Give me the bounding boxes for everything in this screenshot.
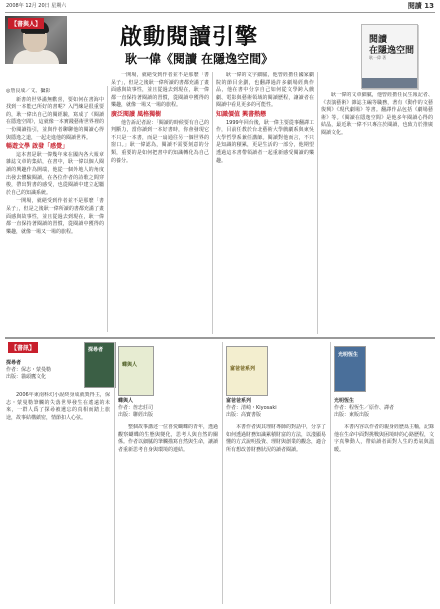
review-1-cover bbox=[84, 342, 116, 388]
section2-text: 他告訴記者說：「閱讀的時候要有自己的判斷力，當你讀到一本好書時，你會發現它不只是一本書，而是一扇通往另一個世界的窗口。」耿一偉認為，閱讀不需要刻意的分類，重要的是如何把書中的知識轉化為自己的養分。 bbox=[111, 119, 209, 164]
review-1-author: 作者：保志・蒙曼勒 bbox=[6, 367, 52, 373]
column2-text: 一開場，就絕受到作者並不是那麼「書呆子」，但是之後耿一偉所讀的書都充滿了畫面感與故事性，並且從過去到現在，耿一偉都一直保持著閱讀的習慣，從閱讀中獲得的樂趣，就像一場又一場的旅程。 bbox=[111, 72, 209, 109]
review-4-cover bbox=[334, 346, 366, 392]
book-title-line2: 在隱逸空間 bbox=[369, 46, 415, 56]
feature-column-3 bbox=[216, 72, 314, 334]
review-4-text bbox=[334, 424, 434, 604]
feature-column-4 bbox=[321, 92, 433, 334]
divider-3 bbox=[317, 72, 318, 334]
section-title: 閱讀 13 bbox=[407, 2, 434, 10]
section-heading-2: 廣泛閱讀 風格獨樹 bbox=[111, 110, 162, 118]
section5-text: 耿一偉的文章細膩，他曾經擔任民生報記者、《表演藝術》雜誌主編等職務，著有《動作的文藝復興》《現代劇場》等書。翻譯作品包括《劇場藝術》等。《閱讀在隱逸空間》是他多年閱讀心得的結晶，最近耿一偉不只專注於閱讀，也致力於推廣閱讀文化。 bbox=[321, 92, 433, 136]
review-2-publisher: 出版：聯經出版 bbox=[118, 412, 154, 418]
review-3-info bbox=[226, 398, 326, 419]
review-3-body: 本書作者與其理財導師的對話中，分享了如何透過財務知識累積財富的方法，以淺顯易懂的方式說明投資、理財與創業的觀念，適合所有想改善財務狀況的讀者閱讀。 bbox=[226, 424, 326, 453]
feature-subheadline: 耿一偉《閱讀 在隱逸空間》 bbox=[125, 52, 274, 66]
review-1-cover-title: 探尋者 bbox=[88, 347, 104, 353]
review-3-title: 富爸爸系列 bbox=[226, 398, 252, 404]
divider-2 bbox=[212, 72, 213, 334]
section-heading-1: 暢遊文學 啟發「感覺」 bbox=[6, 143, 69, 151]
review-4-publisher: 出版：東販出版 bbox=[334, 412, 370, 418]
feature-tag: 【書與人】 bbox=[8, 18, 44, 29]
review-1-text bbox=[6, 392, 110, 604]
book-author: 耿一偉 著 bbox=[369, 55, 387, 60]
feature-headline: 啟動閱讀引擎 bbox=[120, 24, 259, 50]
review-3-publisher: 出版：高寶書版 bbox=[226, 412, 262, 418]
section-heading-4: 知識價值 興書熱戀 bbox=[216, 110, 267, 118]
review-2-body: 整個故事講述一位喜愛蝴蝶的青年，透過觀察蝴蝶的生態與變化，思考人與自然的關係。作者以細膩的筆觸描寫自然與生命，讓讀者重新思考自身與環境的連結。 bbox=[118, 424, 218, 453]
intro-text: 新書的世界滿無歡喜，要如何在書海中找到一本能已所好的書呢？入門練是很重要的，耿一偉出自己的閱經驗，寫成了《閱讀在隱逸空間》，這就像一本實踐藝術世界裡的一份閱讀指引，並與作者聊聊他的閱讀心得與隱逸之道，一起走進他的閱讀世界。 bbox=[6, 96, 104, 141]
review-4-body: 本書內容以作者的親身經歷爲主軸，記錄他在生命中面對挑戰與困境時的心路歷程，文字真摯動人，帶給讀者面對人生的勇氣與溫暖。 bbox=[334, 424, 434, 453]
book-news-tag: 【書訊】 bbox=[8, 342, 38, 353]
review-1-body: 2006年東南科幻小說終身成就獎得主，保志・蒙曼勒筆觸的失落世界發生在遙遠的未來，一群人爲了探尋被遺忘的真相而踏上旅途，故事結構縝密，情節扣人心弦。 bbox=[6, 392, 110, 421]
cover-stripe bbox=[362, 78, 417, 88]
review-2-text bbox=[118, 424, 218, 604]
section4-text: 1999年回台後，耿一偉主要從事翻譯工作，目前任教於台北藝術大學戲劇系與東吳大學哲學系兼任講師。閱讀對他而言，不只是知識的積累，更是生活的一部分，他期望透過這本書帶領讀者一起重新感受閱讀的樂趣。 bbox=[216, 119, 314, 164]
review-4-info bbox=[334, 398, 434, 419]
review-3-cover bbox=[226, 346, 268, 396]
review-3-author: 作者：清崎・Kiyosaki bbox=[226, 405, 277, 411]
feature-column-2 bbox=[111, 72, 209, 334]
divider-5 bbox=[222, 342, 223, 604]
book-title-line1: 閱讀 bbox=[369, 35, 388, 45]
review-3-text bbox=[226, 424, 326, 604]
review-2-cover bbox=[118, 346, 154, 396]
review-4-cover-title: 光明恆生 bbox=[338, 352, 359, 358]
byline: ◎詹良成／文、攝影 bbox=[6, 88, 51, 94]
header-rule bbox=[5, 12, 435, 13]
divider-1 bbox=[107, 86, 108, 332]
review-3-cover-title: 富爸爸系列 bbox=[230, 366, 256, 372]
section1-more: 一開場，就絕受到作者並不是那麼「書呆子」，但是之後耿一偉所讀的書都充滿了畫面感與故事性，並且從過去到現在，耿一偉都一直保持著閱讀的習慣，從閱讀中獲得的樂趣，就像一場又一場的旅程。 bbox=[6, 198, 104, 235]
review-2-title: 蝶與人 bbox=[118, 398, 134, 404]
review-2-cover-title: 蝶與人 bbox=[122, 362, 138, 368]
lower-section-rule bbox=[5, 337, 435, 339]
review-1-info bbox=[6, 360, 82, 381]
review-1-title: 探尋者 bbox=[6, 360, 22, 366]
page-header bbox=[0, 0, 440, 12]
feature-book-cover bbox=[361, 24, 418, 89]
review-4-title: 光明恆生 bbox=[334, 398, 355, 404]
divider-6 bbox=[330, 342, 331, 604]
divider-4 bbox=[114, 342, 115, 604]
issue-date: 2008年 12月 20日 星期六 bbox=[6, 3, 67, 9]
feature-column-1 bbox=[6, 88, 104, 334]
review-1-publisher: 出版：貓頭鷹文化 bbox=[6, 374, 47, 380]
review-2-info bbox=[118, 398, 218, 419]
review-2-author: 作者：詹忠莊司 bbox=[118, 405, 154, 411]
section1-text: 這本書是耿一偉幾年來在國內各大報章雜誌文章的集結，在書中，耿一偉以個人閱讀的興趣作為開端，他從一個外地人的角度出發去體驗閱讀，在各位作者的詩歌之間穿梭，帶出對書的感受，也從閱讀中建立起屬於自己的知識系統。 bbox=[6, 151, 104, 196]
section3-text: 耿一偉的文字細膩，他曾經擔任國家劇院的節目企劃，也翻譯過許多劇場經典作品，他在書中分享自己如何從文學跨入戲劇、電影與藝術領域的閱讀歷程，讓讀者在閱讀中看見更多的可能性。 bbox=[216, 72, 314, 109]
review-4-author: 作者：程恆生／原作、譯者 bbox=[334, 405, 395, 411]
